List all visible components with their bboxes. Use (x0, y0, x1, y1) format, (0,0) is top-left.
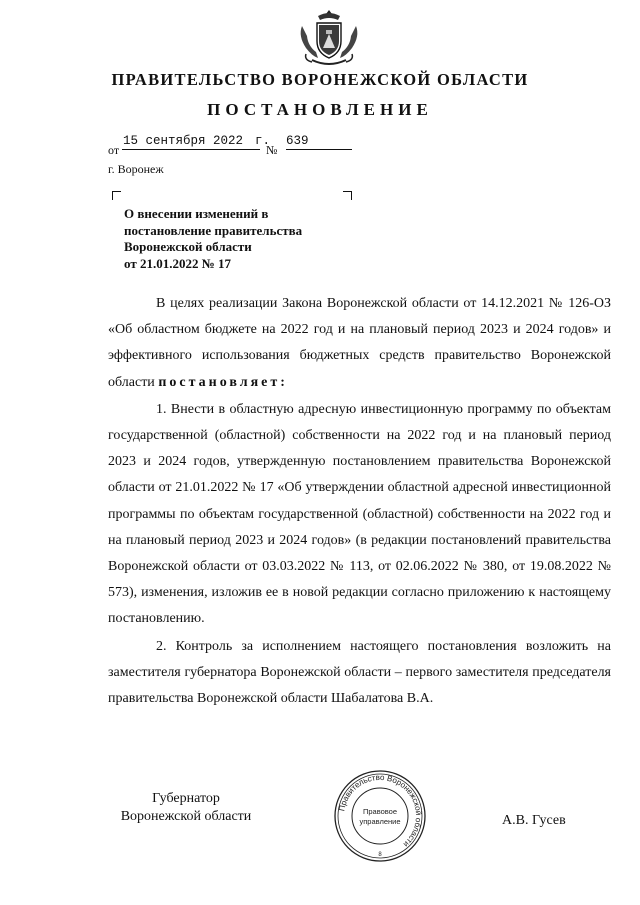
subject-line: от 21.01.2022 № 17 (124, 255, 232, 271)
number-underline (286, 149, 352, 150)
signatory-title (96, 790, 276, 826)
stamp-ring-text: Правительство Воронежской области (337, 772, 424, 849)
signatory-title-line: Воронежской области (120, 809, 252, 824)
document-subject (124, 206, 364, 272)
date-prefix: от (108, 143, 120, 157)
item-1-paragraph: 1. Внести в областную адресную инвестиционную программу по объектам государственной (областной) собственности на 2022 год и на плановый период 2023 и 2024 годов, утвержденную постановлением правительства Воронежской области от 21.01.2022 № 17 «Об утверждении областной адресной инвестиционной программы по объектам государственной (областной) собственности на 2022 год и на плановый период 2023 и 2024 годов» (в редакции постановлений правительства Воронежской области от 03.03.2022 № 113, от 02.06.2022 № 380, от 19.08.2022 № 573), изменения, изложив ее в новой редакции согласно приложению к настоящему постановлению. (108, 401, 611, 627)
signatory-title-line: Губернатор (152, 791, 220, 806)
date-underline (122, 149, 260, 150)
city: г. Воронеж (108, 162, 164, 176)
subject-line: О внесении изменений в (124, 206, 269, 221)
document-type: ПОСТАНОВЛЕНИЕ (207, 100, 433, 119)
stamp-center-line: Правовое (362, 807, 398, 816)
preamble-paragraph (108, 291, 611, 396)
document-body (108, 291, 611, 712)
coat-of-arms-icon (296, 6, 362, 68)
signatory-name: А.В. Гусев (502, 813, 566, 828)
subject-line: Воронежской области (124, 239, 252, 254)
decree-word: постановляет: (158, 374, 288, 390)
government-name: ПРАВИТЕЛЬСТВО ВОРОНЕЖСКОЙ ОБЛАСТИ (111, 70, 529, 89)
subject-line: постановление правительства (124, 222, 303, 238)
document-date: 15 сентября 2022 (123, 134, 244, 148)
stamp-bottom-mark: 8 (378, 852, 382, 858)
stamp-center-line: управление (359, 817, 401, 826)
document-number: 639 (286, 134, 309, 148)
number-prefix: № (266, 143, 278, 157)
year-suffix: г. (255, 134, 271, 148)
subject-corner-right (343, 191, 352, 200)
official-stamp (332, 768, 428, 864)
preamble-text: В целях реализации Закона Воронежской области от 14.12.2021 № 126-ОЗ «Об областном бюджете на 2022 год и на плановый период 2023 и 2024 годов» и эффективного использования бюджетных средств правительство Воронежской области (108, 296, 611, 390)
subject-corner-left (112, 191, 121, 200)
item-2-paragraph: 2. Контроль за исполнением настоящего постановления возложить на заместителя губернатора Воронежской области – первого заместителя председателя правительства Воронежской области Шабалатова В.А. (108, 638, 611, 707)
